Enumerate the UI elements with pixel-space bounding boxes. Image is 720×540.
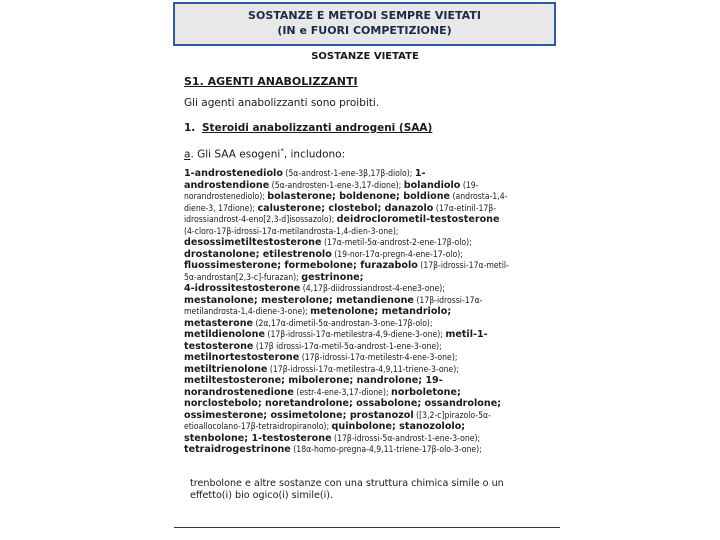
substance-name: stenbolone; 1-testosterone xyxy=(184,432,332,444)
substance-name: androstendione xyxy=(184,179,270,191)
substance-name: deidroclorometil-testosterone xyxy=(336,214,500,225)
substance-line xyxy=(184,260,540,272)
chemical-formula: (17β-idrossi-17α- xyxy=(413,295,483,306)
substance-line xyxy=(184,283,540,295)
substance-name: metenolone; metandriolo; xyxy=(310,306,452,317)
substance-name: fluossimesterone; formebolone; furazabolo xyxy=(184,260,418,271)
subsection-text: . Gli SAA esogeni xyxy=(190,148,281,161)
substance-line xyxy=(184,249,540,261)
substance-name: 4-idrossitestosterone xyxy=(184,283,301,294)
substance-line xyxy=(184,329,540,341)
chemical-formula: (18α-homo-pregna-4,9,11-triene-17β-olo-3-one); xyxy=(290,445,482,455)
substance-name: norboletone; xyxy=(391,386,461,398)
chemical-formula: norandrostenediolo); xyxy=(184,192,268,202)
subsection-text-after: , includono: xyxy=(283,148,346,161)
chemical-formula: diene-3, 17dione); xyxy=(184,203,258,214)
section-title: S1. AGENTI ANABOLIZZANTI xyxy=(184,75,358,88)
substance-name: metiltrienolone xyxy=(184,363,268,375)
chemical-formula: (5α-androsten-1-ene-3,17-dione); xyxy=(269,180,404,191)
header-subtitle: (IN e FUORI COMPETIZIONE) xyxy=(277,24,452,37)
substance-line xyxy=(184,237,540,249)
substance-name: metildienolone xyxy=(184,329,265,340)
substance-line xyxy=(184,180,540,192)
substance-line xyxy=(184,410,540,422)
item-title: Steroidi anabolizzanti androgeni (SAA) xyxy=(202,122,433,134)
substance-name: ossimesterone; ossimetolone; prostanozol xyxy=(184,409,414,421)
substance-line xyxy=(184,306,540,318)
substance-name: gestrinone; xyxy=(301,271,364,283)
substance-name: mestanolone; mesterolone; metandienone xyxy=(184,294,414,306)
substance-name: drostanolone; etilestrenolo xyxy=(184,248,332,260)
chemical-formula: (17β-idrossi-5α-androst-1-ene-3-one); xyxy=(331,433,481,444)
substance-name: testosterone xyxy=(184,340,254,352)
substance-name: calusterone; clostebol; danazolo xyxy=(257,202,434,214)
substance-line xyxy=(184,214,540,226)
chemical-formula: (17α-metil-5α-androst-2-ene-17β-olo); xyxy=(321,238,472,248)
substance-name: metilnortestosterone xyxy=(184,352,300,363)
substance-line xyxy=(184,226,540,238)
substance-name: metil-1- xyxy=(445,329,488,340)
substance-name: bolandiolo xyxy=(403,179,461,191)
substance-name: metiltestosterone; mibolerone; nandrolone; 19- xyxy=(184,375,443,386)
substance-line xyxy=(184,203,540,215)
substance-line xyxy=(184,352,540,364)
item-number: 1. xyxy=(184,122,196,134)
substance-name: quinbolone; stanozololo; xyxy=(331,421,466,432)
chemical-formula: idrossiandrost-4-eno[2,3-d]isossazolo); xyxy=(184,215,337,225)
chemical-formula: 5α-androstan[2,3-c]-furazan); xyxy=(184,272,302,283)
substance-name: bolasterone; boldenone; boldione xyxy=(267,191,451,202)
substance-line xyxy=(184,191,540,203)
footer-line: effetto(i) bio ogico(i) simile(i). xyxy=(190,489,334,501)
section-heading: SOSTANZE VIETATE xyxy=(311,51,419,62)
header-box xyxy=(173,2,556,46)
bottom-divider xyxy=(174,527,560,528)
substance-line xyxy=(184,341,540,353)
substance-line xyxy=(184,387,540,399)
substance-name: 1- xyxy=(414,168,426,179)
substance-name: tetraidrogestrinone xyxy=(184,444,291,455)
chemical-formula: (estr-4-ene-3,17-dione); xyxy=(293,387,392,398)
substance-line xyxy=(184,295,540,307)
substance-line xyxy=(184,421,540,433)
substance-line xyxy=(184,398,540,410)
substance-name: desossimetiltestosterone xyxy=(184,237,322,248)
chemical-formula: (4,17β-diidrossiandrost-4-ene3-one); xyxy=(300,284,445,294)
chemical-formula: (19- xyxy=(460,180,479,191)
chemical-formula: (5α-androst-1-ene-3β,17β-diolo); xyxy=(282,169,415,179)
chemical-formula: ([3,2-c]pirazolo-5α- xyxy=(413,410,491,421)
section-intro: Gli agenti anabolizzanti sono proibiti. xyxy=(184,97,380,109)
chemical-formula: (17β idrossi-17α-metil-5α-androst-1-ene-3-one); xyxy=(253,341,442,352)
chemical-formula: (17α-etinil-17β- xyxy=(433,203,497,214)
substance-name: norclostebolo; noretandrolone; ossabolone; ossandrolone; xyxy=(184,398,502,409)
substance-line xyxy=(184,375,540,387)
chemical-formula: metilandrosta-1,4-diene-3-one); xyxy=(184,307,311,317)
substance-line xyxy=(184,272,540,284)
substance-line xyxy=(184,364,540,376)
chemical-formula: (17β-idrossi-17α-metilestra-4,9-diene-3-one); xyxy=(264,330,446,340)
substance-line xyxy=(184,444,540,456)
substance-list xyxy=(184,168,540,456)
chemical-formula: etioallocolano-17β-tetraidropiranolo); xyxy=(184,422,332,432)
chemical-formula: (4-cloro-17β-idrossi-17α-metilandrosta-1,4-dien-3-one); xyxy=(184,226,399,237)
chemical-formula: (17β-idrossi-17α-metil- xyxy=(417,261,509,271)
substance-line xyxy=(184,318,540,330)
substance-name: norandrostenedione xyxy=(184,386,294,398)
substance-line xyxy=(184,168,540,180)
chemical-formula: (17β-idrossi-17α-metilestra-4,9,11-triene-3-one); xyxy=(267,364,459,375)
footer-note xyxy=(190,478,510,501)
substance-name: 1-androstenediolo xyxy=(184,168,283,179)
footnote-mark: * xyxy=(280,147,284,155)
subsection-letter: a xyxy=(184,148,191,161)
chemical-formula: (2α,17α-dimetil-5α-androstan-3-one-17β-olo); xyxy=(253,318,433,329)
chemical-formula: (17β-idrossi-17α-metilestr-4-ene-3-one); xyxy=(299,353,458,363)
substance-name: metasterone xyxy=(184,317,254,329)
header-title: SOSTANZE E METODI SEMPRE VIETATI xyxy=(248,9,481,22)
subsection-a xyxy=(184,147,345,161)
chemical-formula: (19-nor-17α-pregn-4-ene-17-olo); xyxy=(331,249,463,260)
footer-line: trenbolone e altre sostanze con una struttura chimica simile o un xyxy=(190,478,504,489)
substance-line xyxy=(184,433,540,445)
chemical-formula: (androsta-1,4- xyxy=(450,192,508,202)
